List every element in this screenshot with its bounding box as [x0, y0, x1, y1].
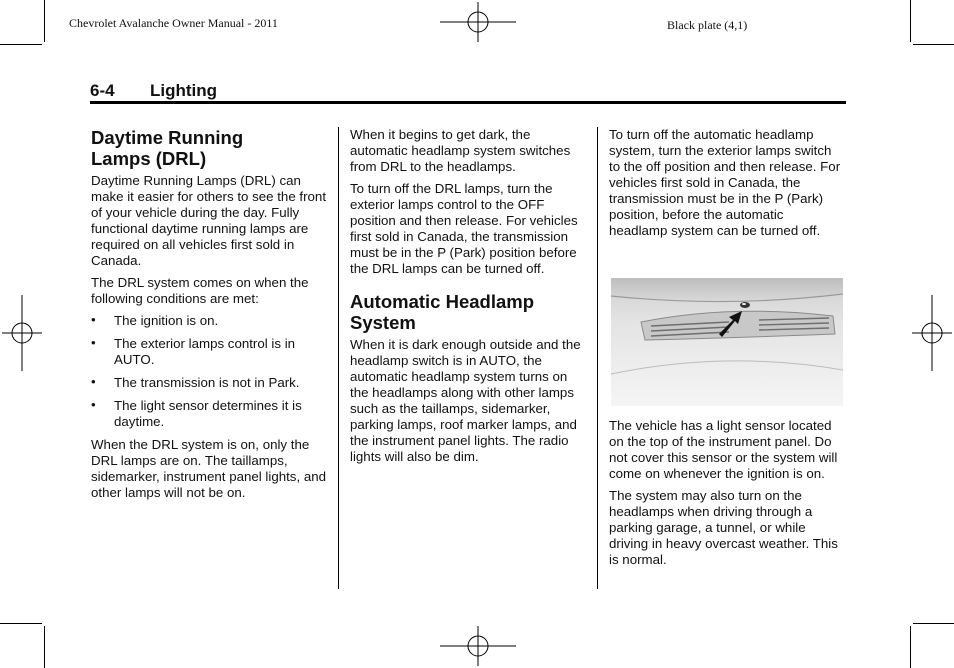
crop-mark [913, 44, 954, 45]
list-item [91, 375, 329, 391]
list-item-text: The ignition is on. [114, 313, 219, 328]
crop-mark [44, 626, 45, 668]
paragraph: The DRL system comes on when the following conditions are met: [91, 275, 309, 306]
paragraph: When the DRL system is on, only the DRL lamps are on. The taillamps, sidemarker, instrument panel lights, and other lamps will not be on. [91, 437, 327, 500]
bullet-icon: • [91, 312, 96, 327]
registration-mark-right [912, 295, 952, 371]
paragraph: To turn off the automatic headlamp system, turn the exterior lamps switch to the off position and then release. For vehicles first sold in Canada, the transmission must be in the P (Park) position, before the automatic headlamp system can be turned off. [609, 127, 841, 238]
manual-title-slug: Chevrolet Avalanche Owner Manual - 2011 [69, 16, 278, 30]
heading-automatic-headlamp: Automatic Headlamp System [350, 291, 535, 333]
crop-mark [913, 623, 954, 624]
registration-mark-left [2, 295, 42, 371]
paragraph: When it is dark enough outside and the headlamp switch is in AUTO, the automatic headlamp system turns on the headlamps along with other lamps such as the taillamps, sidemarker, parking lamps, roof marker lamps, and the instrument panel lights. The radio lights will also be dim. [350, 337, 581, 464]
registration-mark-bottom [440, 626, 516, 666]
column-divider [597, 127, 598, 589]
list-item-text: The light sensor determines it is daytime. [114, 398, 302, 429]
list-item-text: The transmission is not in Park. [114, 375, 300, 390]
list-item-text: The exterior lamps control is in AUTO. [114, 336, 296, 367]
column-3 [609, 127, 845, 245]
paragraph: Daytime Running Lamps (DRL) can make it easier for others to see the front of your vehicle during the day. Fully functional daytime running lamps are required on all vehicles first sold in Canada. [91, 173, 327, 268]
paragraph: The vehicle has a light sensor located on the top of the instrument panel. Do not cover this sensor or the system will come on whenever the ignition is on. [609, 418, 838, 481]
paragraph: The system may also turn on the headlamps when driving through a parking garage, a tunnel, or while driving in heavy overcast weather. This is normal. [609, 488, 838, 567]
column-divider [338, 127, 339, 589]
crop-mark [0, 623, 42, 624]
list-item [91, 398, 329, 430]
bullet-icon: • [91, 335, 96, 350]
list-item [91, 336, 304, 368]
condition-list [91, 313, 329, 430]
column-2 [350, 127, 587, 471]
list-item [91, 313, 329, 329]
crop-mark [0, 44, 42, 45]
bullet-icon: • [91, 397, 96, 412]
registration-mark-top [440, 2, 516, 42]
crop-mark [910, 626, 911, 668]
paragraph: To turn off the DRL lamps, turn the exterior lamps control to the OFF position and then release. For vehicles first sold in Canada, the transmission must be in the P (Park) position before the DRL lamps can be turned off. [350, 181, 578, 276]
bullet-icon: • [91, 374, 96, 389]
heading-drl: Daytime Running Lamps (DRL) [91, 127, 244, 169]
light-sensor-illustration [611, 278, 843, 406]
header-rule [90, 101, 846, 104]
column-3-lower [609, 418, 845, 574]
column-1 [91, 127, 329, 507]
paragraph: When it begins to get dark, the automatic headlamp system switches from DRL to the headlamps. [350, 127, 571, 174]
plate-label: Black plate (4,1) [667, 18, 748, 32]
section-number: 6-4 [90, 81, 115, 100]
crop-mark [44, 0, 45, 42]
section-title: Lighting [150, 81, 218, 100]
crop-mark [910, 0, 911, 42]
